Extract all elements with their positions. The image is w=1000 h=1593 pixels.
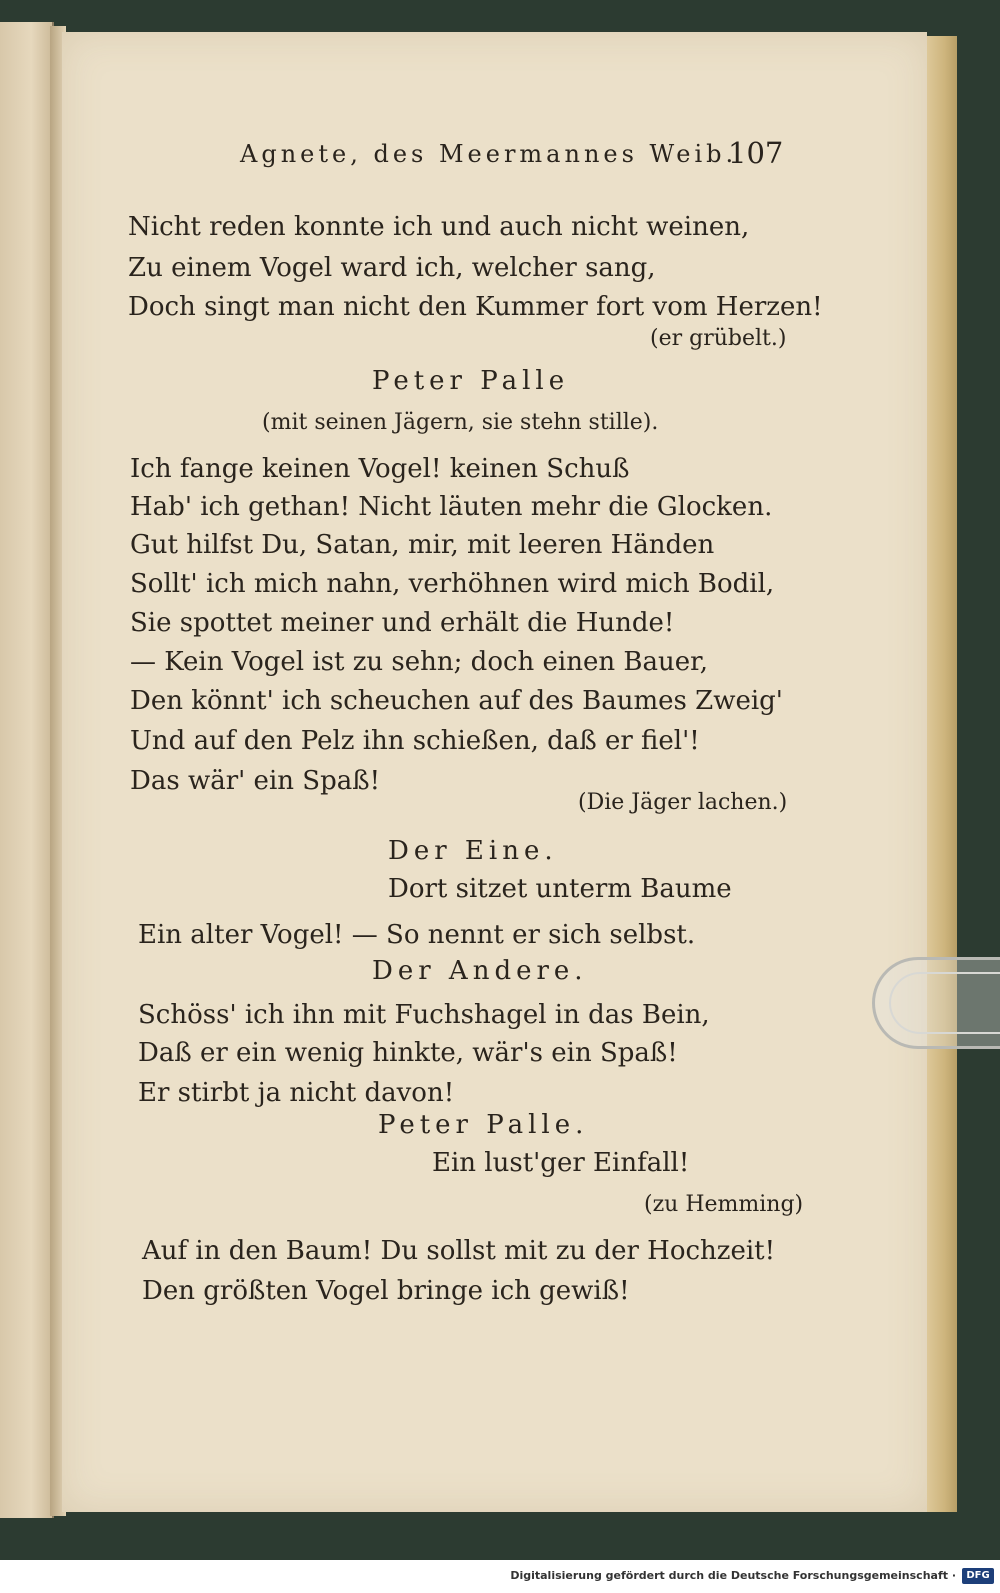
previous-page-edge <box>0 22 54 1518</box>
verse-line: Nicht reden konnte ich und auch nicht weinen, <box>128 212 750 242</box>
verse-line: Schöss' ich ihn mit Fuchshagel in das Bein, <box>138 1000 710 1030</box>
verse-line: Gut hilfst Du, Satan, mir, mit leeren Händen <box>130 530 715 560</box>
footer-credit: Digitalisierung gefördert durch die Deutsche Forschungsgemeinschaft · <box>510 1569 956 1582</box>
speaker-name: Der Eine. <box>388 836 558 866</box>
speaker-name: Peter Palle. <box>378 1110 589 1140</box>
stage-direction: (mit seinen Jägern, sie stehn stille). <box>262 410 659 435</box>
verse-line: Auf in den Baum! Du sollst mit zu der Hochzeit! <box>142 1236 776 1266</box>
speaker-name: Peter Palle <box>372 366 570 396</box>
verse-line: — Kein Vogel ist zu sehn; doch einen Bauer, <box>130 647 708 677</box>
footer-bar <box>0 1560 1000 1593</box>
stage-direction: (er grübelt.) <box>650 326 787 351</box>
speaker-name: Der Andere. <box>372 956 588 986</box>
verse-line: Er stirbt ja nicht davon! <box>138 1078 455 1108</box>
verse-line: Sollt' ich mich nahn, verhöhnen wird mich Bodil, <box>130 569 775 599</box>
verse-line: Den größten Vogel bringe ich gewiß! <box>142 1276 630 1306</box>
verse-line: Doch singt man nicht den Kummer fort vom Herzen! <box>128 292 823 322</box>
verse-line: Den könnt' ich scheuchen auf des Baumes Zweig' <box>130 686 783 716</box>
verse-line: Und auf den Pelz ihn schießen, daß er fiel'! <box>130 726 700 756</box>
stage-direction: (Die Jäger lachen.) <box>578 790 788 815</box>
page-stack-edge <box>927 36 957 1512</box>
verse-line: Sie spottet meiner und erhält die Hunde! <box>130 608 675 638</box>
verse-line: Hab' ich gethan! Nicht läuten mehr die Glocken. <box>130 492 773 522</box>
verse-line: Ein lust'ger Einfall! <box>432 1148 690 1178</box>
dfg-logo: DFG <box>962 1568 994 1584</box>
verse-line: Zu einem Vogel ward ich, welcher sang, <box>128 253 656 283</box>
verse-line: Daß er ein wenig hinkte, wär's ein Spaß! <box>138 1038 678 1068</box>
verse-line: Ich fange keinen Vogel! keinen Schuß <box>130 454 630 484</box>
paper-clip <box>872 957 1000 1049</box>
verse-line: Das wär' ein Spaß! <box>130 766 381 796</box>
verse-line: Ein alter Vogel! — So nennt er sich selbst. <box>138 920 696 950</box>
running-header: Agnete, des Meermannes Weib. <box>240 140 738 168</box>
page-number: 107 <box>728 136 784 170</box>
stage-direction: (zu Hemming) <box>644 1192 804 1217</box>
verse-line: Dort sitzet unterm Baume <box>388 874 732 904</box>
